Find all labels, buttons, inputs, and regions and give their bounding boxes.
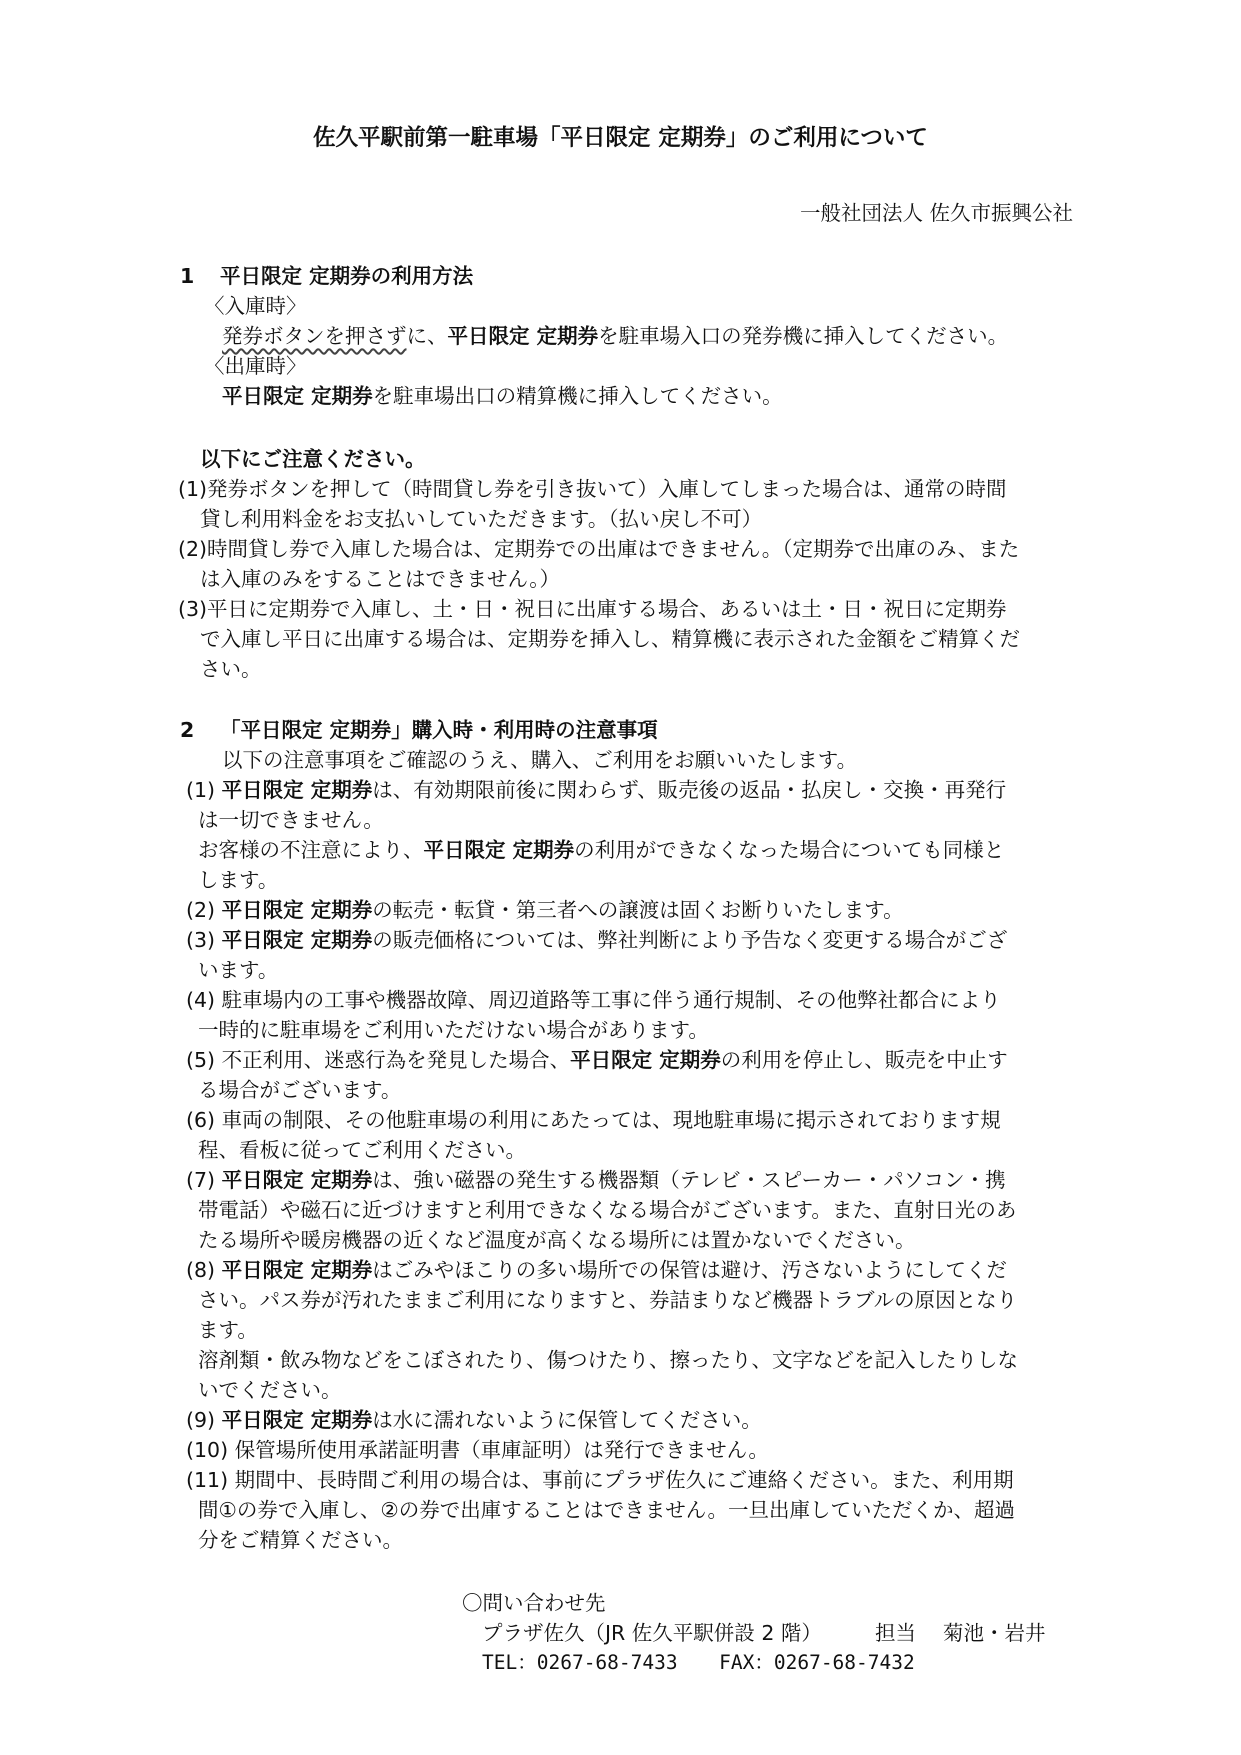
list-item: (2)時間貸し券で入庫した場合は、定期券での出庫はできません。（定期券で出庫のみ、また は入庫のみをすることはできません。） [178, 537, 1020, 591]
section-2-heading [180, 715, 1080, 745]
bold-term: 平日限定 定期券 [221, 778, 373, 802]
section-title: 「平日限定 定期券」購入時・利用時の注意事項 [220, 718, 658, 742]
list-item: (3)平日に定期券で入庫し、土・日・祝日に出庫する場合、あるいは土・日・祝日に定期券 で入庫し平日に出庫する場合は、定期券を挿入し、精算機に表示された金額をご精算くだ さい。 [178, 597, 1020, 681]
notice-heading: 以下にご注意ください。 [200, 447, 426, 471]
bold-term: 平日限定 定期券 [222, 384, 373, 408]
contact-heading: 〇問い合わせ先 [462, 1591, 606, 1615]
fax-number: 0267-68-7432 [773, 1651, 915, 1674]
bold-term: 平日限定 定期券 [221, 898, 373, 922]
exit-label: 〈出庫時〉 [204, 354, 307, 378]
list-item: (7) 平日限定 定期券は、強い磁器の発生する機器類（テレビ・スピーカー・パソコン・携 帯電話）や磁石に近づけますと利用できなくなる場合がございます。また、直射日光のあ たる場所や暖房機器の近くなど温度が高くなる場所には置かないでください。 [186, 1168, 1017, 1252]
underlined-text: 発券ボタンを押さず [222, 324, 407, 348]
list-item: (9) 平日限定 定期券は水に濡れないように保管してください。 [186, 1408, 762, 1432]
section-number: 2 [180, 718, 195, 742]
bold-term: 平日限定 定期券 [447, 324, 599, 348]
bold-term: 平日限定 定期券 [570, 1048, 721, 1072]
section-1-heading [180, 261, 1080, 291]
bold-term: 平日限定 定期券 [221, 1168, 373, 1192]
list-item: (1)発券ボタンを押して（時間貸し券を引き抜いて）入庫してしまった場合は、通常の時間 貸し利用料金をお支払いしていただきます。（払い戻し不可） [178, 477, 1007, 531]
section-number: 1 [180, 264, 195, 288]
bold-term: 平日限定 定期券 [221, 928, 373, 952]
entry-instruction: 発券ボタンを押さずに、平日限定 定期券を駐車場入口の発券機に挿入してください。 [222, 324, 1009, 348]
list-item: (5) 不正利用、迷惑行為を発見した場合、平日限定 定期券の利用を停止し、販売を中止す る場合がございます。 [186, 1048, 1008, 1102]
section-title: 平日限定 定期券の利用方法 [220, 264, 474, 288]
contact-staff-label: 担当 [874, 1621, 916, 1645]
list-item: (4) 駐車場内の工事や機器故障、周辺道路等工事に伴う通行規制、その他弊社都合により 一時的に駐車場をご利用いただけない場合があります。 [186, 988, 1001, 1042]
telephone-number: 0267-68-7433 [536, 1651, 678, 1674]
document-title: 佐久平駅前第一駐車場「平日限定 定期券」のご利用について [313, 125, 928, 151]
bold-term: 平日限定 定期券 [221, 1408, 373, 1432]
contact-office-line [482, 1618, 1082, 1648]
bold-term: 平日限定 定期券 [423, 838, 575, 862]
bold-term: 平日限定 定期券 [221, 1258, 373, 1282]
list-item: (8) 平日限定 定期券はごみやほこりの多い場所での保管は避け、汚さないようにしてくだ さい。パス券が汚れたままご利用になりますと、券詰まりなど機器トラブルの原因となり ます。 溶剤類・飲み物などをこぼされたり、傷つけたり、擦ったり、文字などを記入したりしな いでください。 [186, 1258, 1018, 1402]
contact-phone-line: TEL：0267-68-7433 FAX：0267-68-7432 [482, 1651, 915, 1674]
contact-office: プラザ佐久（JR 佐久平駅併設 2 階） [482, 1621, 822, 1645]
entry-label: 〈入庫時〉 [204, 294, 307, 318]
exit-instruction: 平日限定 定期券を駐車場出口の精算機に挿入してください。 [222, 384, 783, 408]
section-2-intro: 以下の注意事項をご確認のうえ、購入、ご利用をお願いいたします。 [222, 748, 858, 772]
list-item: (6) 車両の制限、その他駐車場の利用にあたっては、現地駐車場に掲示されております規 程、看板に従ってご利用ください。 [186, 1108, 1001, 1162]
issuing-organization: 一般社団法人 佐久市振興公社 [799, 201, 1073, 225]
list-item: (1) 平日限定 定期券は、有効期限前後に関わらず、販売後の返品・払戻し・交換・再発行 は一切できません。 お客様の不注意により、平日限定 定期券の利用ができなくなった場合についても同様と します。 [186, 778, 1007, 892]
contact-staff: 菊池・岩井 [943, 1621, 1046, 1645]
list-item: (2) 平日限定 定期券の転売・転貸・第三者への譲渡は固くお断りいたします。 [186, 898, 904, 922]
list-item: (10) 保管場所使用承諾証明書（車庫証明）は発行できません。 [186, 1438, 769, 1462]
list-item: (11) 期間中、長時間ご利用の場合は、事前にプラザ佐久にご連絡ください。また、利用期 間①の券で入庫し、②の券で出庫することはできません。一旦出庫していただくか、超過 分をご精算ください。 [186, 1468, 1015, 1552]
list-item: (3) 平日限定 定期券の販売価格については、弊社判断により予告なく変更する場合がござ います。 [186, 928, 1008, 982]
